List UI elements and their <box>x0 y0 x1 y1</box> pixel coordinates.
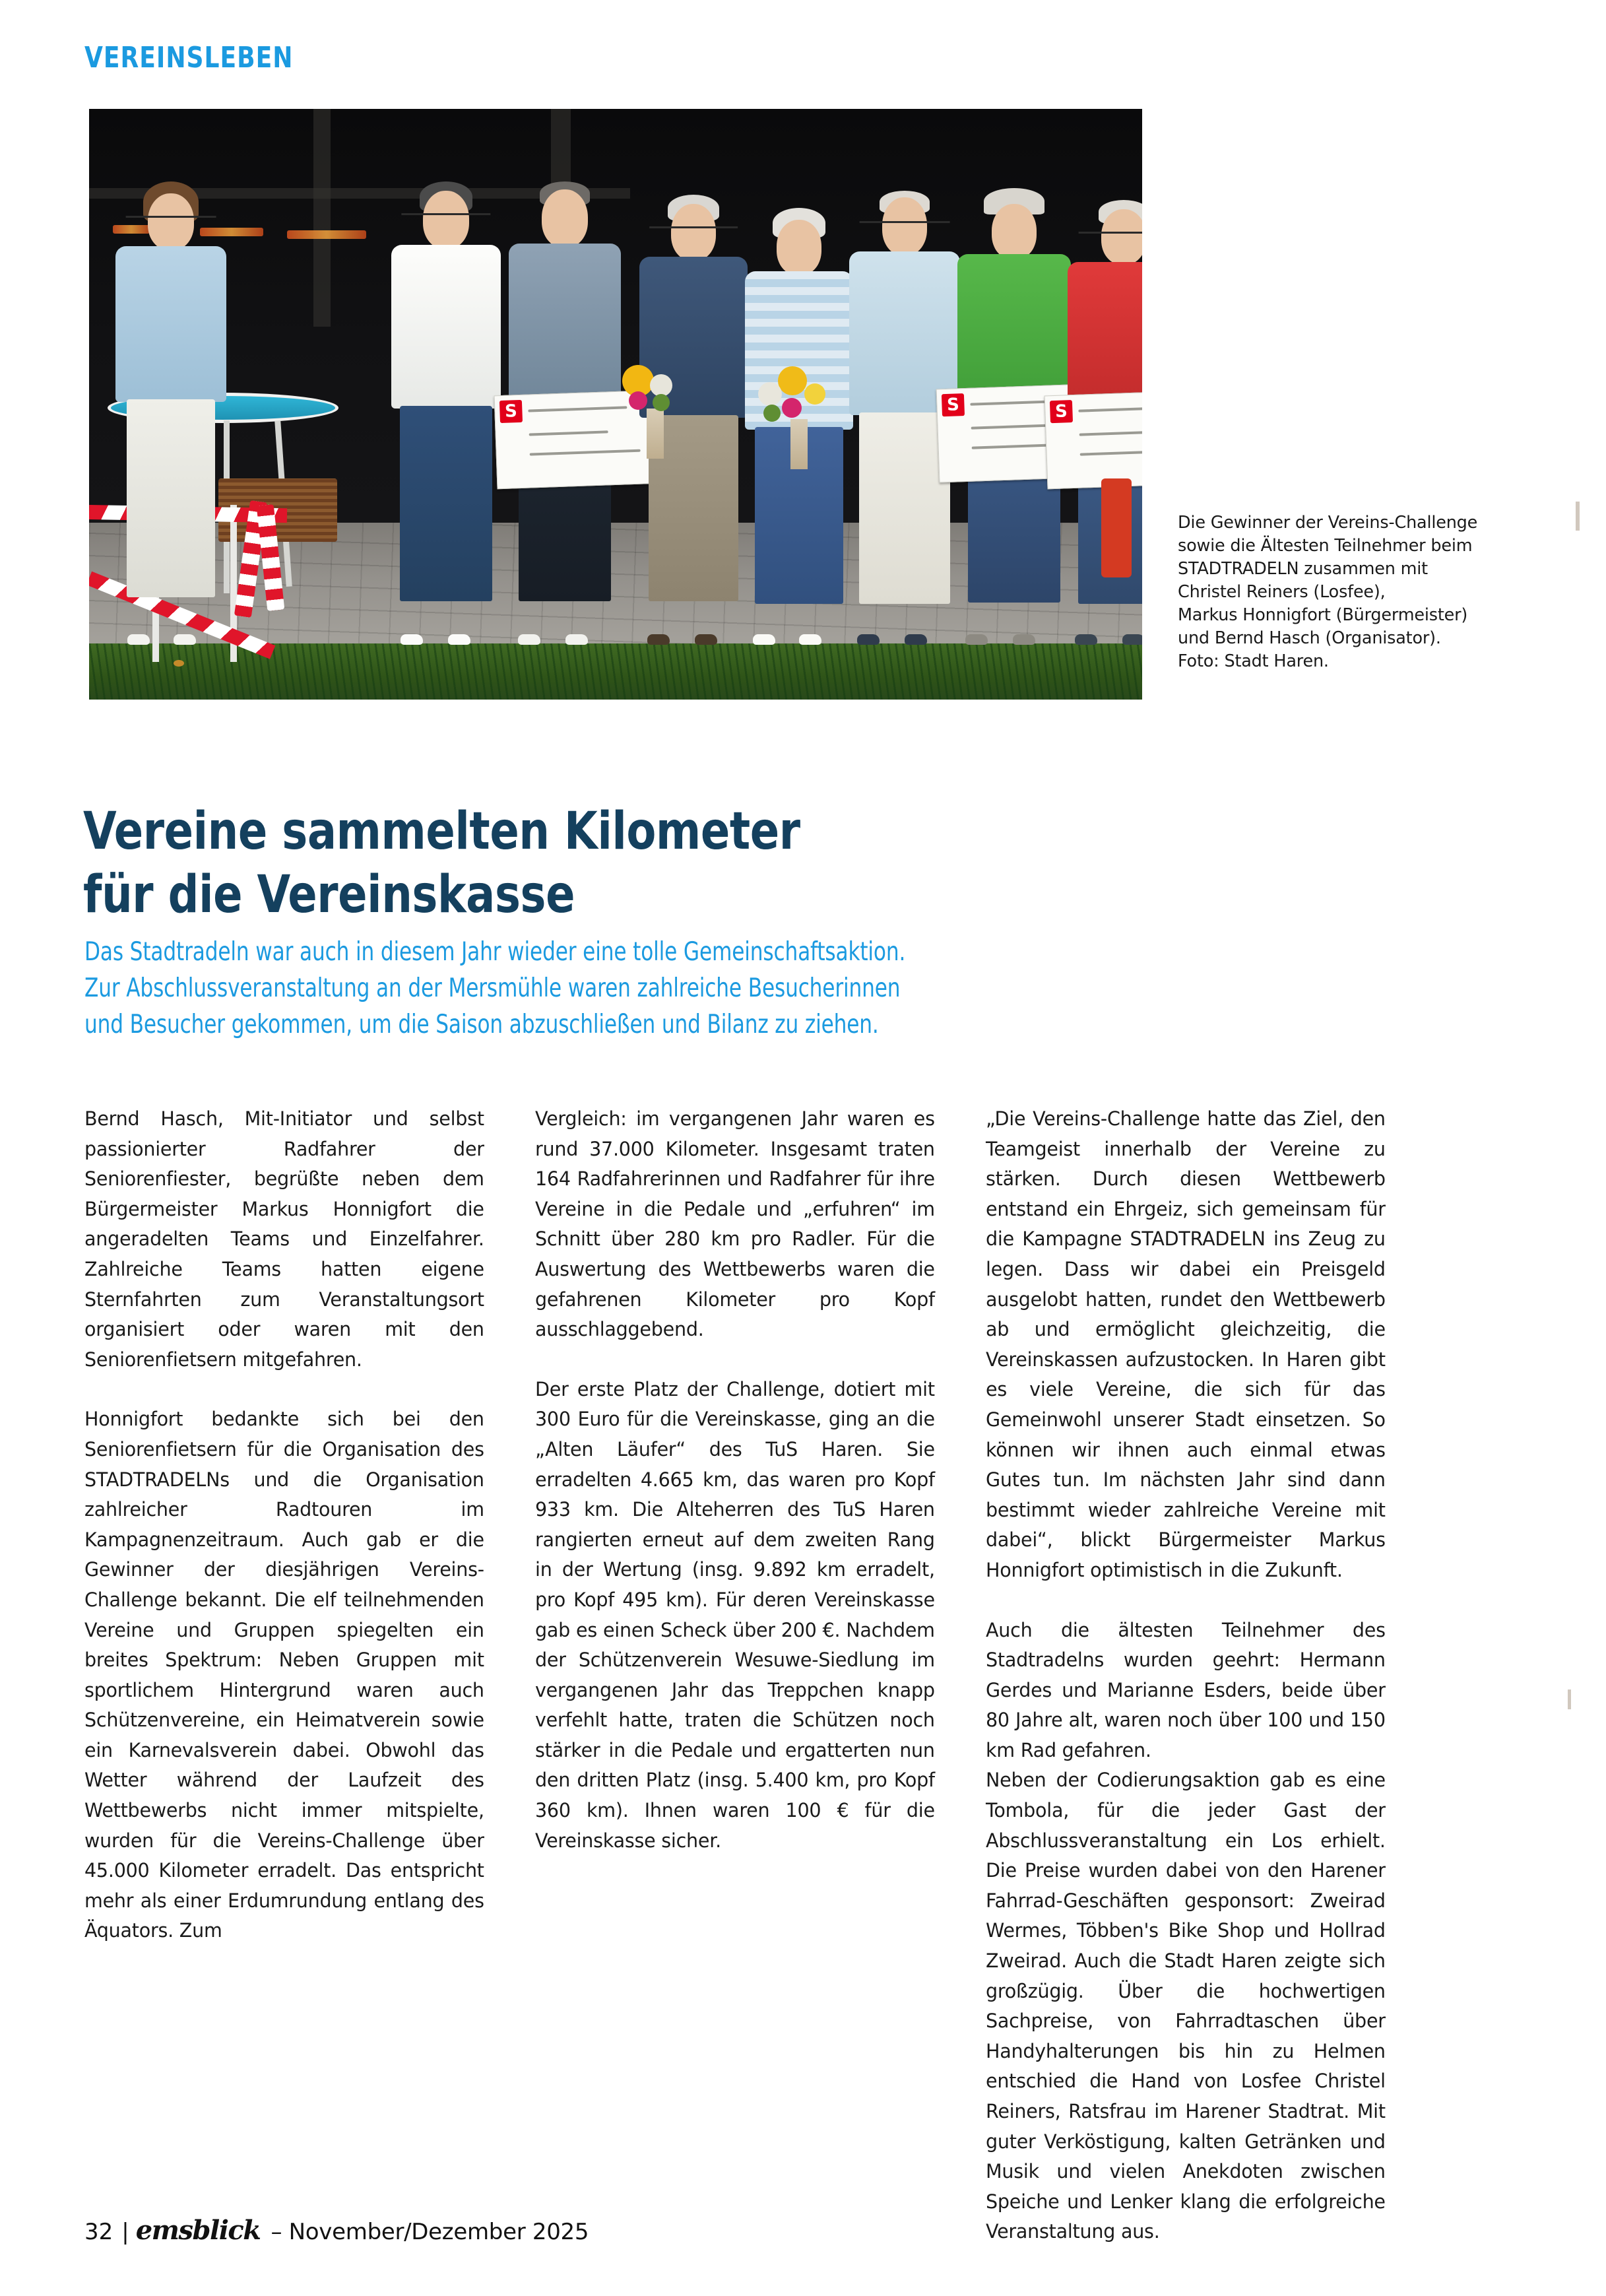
photo-person-head <box>777 220 821 275</box>
photo-person-shoe <box>905 634 927 645</box>
photo-cheque-line <box>1080 449 1142 456</box>
standfirst-line-2: Zur Abschlussveranstaltung an der Mersmühle waren zahlreiche Besucherinnen <box>84 973 901 1003</box>
photo-flower <box>650 374 672 397</box>
photo-person-legs <box>400 406 492 601</box>
photo-person-head <box>423 191 469 249</box>
photo-person-shoe <box>401 634 423 645</box>
photo-person-glasses <box>126 216 216 222</box>
page-number: 32 <box>84 2219 113 2245</box>
photo-person-head <box>992 204 1037 259</box>
body-paragraph: „Die Vereins-Challenge hatte das Ziel, den Teamgeist innerhalb der Vereine zu stärken. Durch diesen Wettbewerb entstand ein Ehrgeiz, sich gemeinsam für die Kampagne STADTRADELN ins Zeug zu legen. Dass wir dabei ein Preisgeld ausgelobt hatten, rundet den Wettbewerb ab und ermöglicht gleichzeitig, die Vereinskassen aufzustocken. In Haren gibt es viele Vereine, die sich für das Gemeinwohl unserer Stadt einsetzen. So können wir ihnen auch einmal etwas Gutes tun. Im nächsten Jahr sind dann bestimmt wieder zahlreiche Vereine mit dabei“, blickt Bürgermeister Markus Honnigfort optimistisch in die Zukunft. <box>986 1107 1386 1581</box>
sparkasse-logo-icon: S <box>942 393 965 416</box>
photo-person-torso <box>115 246 226 402</box>
photo-person-shoe <box>1075 634 1097 645</box>
photo-flower <box>758 382 782 406</box>
photo-cheque-line <box>528 406 627 412</box>
photo-person-shoe <box>127 634 150 645</box>
article-headline <box>83 800 1025 927</box>
article-standfirst <box>84 934 1035 1043</box>
photo-person-shoe <box>695 634 717 645</box>
photo-cheque-line <box>529 430 608 436</box>
photo-person-shoe <box>448 634 470 645</box>
sparkasse-logo-icon: S <box>499 400 523 423</box>
photo-flower <box>782 398 802 418</box>
photo-bouquet <box>613 360 697 459</box>
headline-line-2: für die Vereinskasse <box>83 865 575 925</box>
page-footer <box>84 2215 589 2246</box>
sparkasse-logo-icon: S <box>1050 400 1073 423</box>
photo-cheque-line <box>1079 430 1142 436</box>
photo-person-shoe <box>1013 634 1035 645</box>
photo-grass-strip <box>89 643 1142 700</box>
caption-line: Die Gewinner der Vereins-Challenge <box>1178 513 1478 533</box>
photo-person-shoe <box>799 634 821 645</box>
photo-person-legs <box>127 399 215 597</box>
photo-person-shoe <box>1122 634 1142 645</box>
photo-person-glasses <box>1079 232 1142 238</box>
photo-cheque <box>1044 390 1142 490</box>
photo-flower <box>804 383 825 405</box>
photo-person-shoe <box>565 634 588 645</box>
photo-red-bag <box>1101 478 1132 577</box>
photo-flower <box>629 391 647 410</box>
body-paragraph: Vergleich: im vergangenen Jahr waren es rund 37.000 Kilometer. Insgesamt traten 164 Radfahrerinnen und Radfahrer für ihre Vereine in die Pedale und „erfuhren“ im Schnitt über 280 km pro Radler. Für die Auswertung des Wettbewerbs waren die gefahrenen Kilometer pro Kopf ausschlaggebend. <box>535 1107 935 1341</box>
photo-beam <box>313 109 331 327</box>
body-paragraph: Auch die ältesten Teilnehmer des Stadtradelns wurden geehrt: Hermann Gerdes und Marianne Esders, beide über 80 Jahre alt, waren noch über 100 und 150 km Rad gefahren. <box>986 1618 1386 1761</box>
photo-person-shoe <box>647 634 670 645</box>
standfirst-line-1: Das Stadtradeln war auch in diesem Jahr wieder eine tolle Gemeinschaftsaktion. <box>84 937 906 967</box>
footer-separator: | <box>121 2219 129 2245</box>
photo-person-marianne-esders <box>741 208 857 643</box>
photo-person-torso <box>509 244 621 411</box>
caption-line: und Bernd Hasch (Organisator). <box>1178 628 1441 648</box>
caption-line: STADTRADELN zusammen mit <box>1178 559 1428 579</box>
photo-person-shoe <box>857 634 880 645</box>
photo-person-head <box>542 189 588 247</box>
body-column-2 <box>535 1104 935 2247</box>
caption-line: sowie die Ältesten Teilnehmer beim <box>1178 536 1473 556</box>
photo-person-markus-honnigfort <box>387 181 505 643</box>
photo-flower <box>653 394 670 411</box>
photo-person-shoe <box>518 634 540 645</box>
caption-line: Markus Honnigfort (Bürgermeister) <box>1178 605 1468 625</box>
photo-person-christel-reiners <box>112 181 230 643</box>
photo-bouquet <box>753 364 845 469</box>
photo-scene <box>89 109 1142 700</box>
magazine-brand: emsblick <box>135 2215 261 2246</box>
photo-flower <box>763 405 781 422</box>
scan-artifact <box>1576 502 1580 531</box>
photo-heater <box>287 230 366 239</box>
body-paragraph: Bernd Hasch, Mit-Initiator und selbst passionierter Radfahrer der Seniorenfiester, begrüßte neben dem Bürgermeister Markus Honnigfort die angeradelten Teams und Einzelfahrer. Zahlreiche Teams hatten eigene Sternfahrten zum Veranstaltungsort organisiert oder waren mit den Seniorenfietsern mitgefahren. <box>84 1107 484 1371</box>
caption-credit: Foto: Stadt Haren. <box>1178 651 1329 671</box>
photo-person-glasses <box>649 226 738 233</box>
photo-bouquet-wrap <box>647 409 664 459</box>
article-photo <box>89 109 1142 700</box>
section-kicker: VEREINSLEBEN <box>84 41 294 75</box>
photo-flower <box>778 366 807 395</box>
photo-person-shoe <box>174 634 196 645</box>
photo-cheque-line <box>1078 406 1142 412</box>
photo-person-hermann-gerdes <box>635 195 752 643</box>
photo-person-glasses <box>401 213 490 220</box>
photo-person-shoe <box>965 634 988 645</box>
headline-line-1: Vereine sammelten Kilometer <box>83 802 800 862</box>
photo-caption <box>1178 511 1547 673</box>
body-paragraph: Honnigfort bedankte sich bei den Seniorenfietsern für die Organisation des STADTRADELNs und die Organisation zahlreicher Radtouren im Kampagnenzeitraum. Auch gab er die Gewinner der diesjährigen Vereins-Challenge bekannt. Die elf teilnehmenden Vereine und Gruppen spiegelten ein breites Spektrum: Neben Gruppen mit sportlichem Hintergrund waren auch Schützenvereine, ein Heimatverein sowie ein Karnevalsverein dabei. Obwohl das Wetter während der Laufzeit des Wettbewerbs nicht immer mitspielte, wurden für die Vereins-Challenge über 45.000 Kilometer erradelt. Das entspricht mehr als einer Erdumrundung entlang des Äquators. Zum <box>84 1408 484 1942</box>
photo-person-torso <box>391 245 501 409</box>
photo-person-glasses <box>860 221 950 228</box>
scan-artifact <box>1568 1689 1571 1709</box>
photo-person-legs <box>859 412 950 604</box>
caption-line: Christel Reiners (Losfee), <box>1178 582 1386 602</box>
photo-cheque-line <box>971 424 1056 429</box>
issue-date: – November/Dezember 2025 <box>271 2219 589 2245</box>
body-column-1 <box>84 1104 484 2247</box>
photo-person-shoe <box>753 634 775 645</box>
standfirst-line-3: und Besucher gekommen, um die Saison abzuschließen und Bilanz zu ziehen. <box>84 1010 879 1039</box>
article-body <box>84 1104 1523 2247</box>
photo-person-bernd-hasch <box>505 181 625 643</box>
body-paragraph: Der erste Platz der Challenge, dotiert mit 300 Euro für die Vereinskasse, ging an die „Alten Läufer“ des TuS Haren. Sie erradelten 4.665 km, das waren pro Kopf 933 km. Die Alteherren des TuS Haren rangierten erneut auf dem zweiten Rang in der Wertung (insg. 9.892 km erradelt, pro Kopf 495 km). Für deren Vereinskasse gab es einen Scheck über 200 €. Nachdem der Schützenverein Wesuwe-Siedlung im vergangenen Jahr das Treppchen knapp verfehlt hatte, traten die Schützen noch stärker in die Pedale und ergatterten nun den dritten Platz (insg. 5.400 km, pro Kopf 360 km). Ihnen waren 100 € für die Vereinskasse sicher. <box>535 1377 935 1852</box>
photo-bouquet-wrap <box>790 419 808 469</box>
body-column-3 <box>986 1104 1386 2247</box>
body-paragraph: Neben der Codierungsaktion gab es eine Tombola, für die jeder Gast der Abschlussveranstaltung ein Los erhielt. Die Preise wurden dabei von den Harener Fahrrad-Geschäften gesponsort: Zweirad Wermes, Többen's Bike Shop und Hollrad Zweirad. Auch die Stadt Haren zeigte sich großzügig. Über die hochwertigen Sachpreise, von Fahrradtaschen über Handyhalterungen bis hin zu Helmen entschied die Hand von Losfee Christel Reiners, Ratsfrau im Harener Stadtrat. Mit guter Verköstigung, kalten Getränken und Musik und vielen Anekdoten zwischen Speiche und Lenker klang die erfolgreiche Veranstaltung aus. <box>986 1769 1386 2243</box>
